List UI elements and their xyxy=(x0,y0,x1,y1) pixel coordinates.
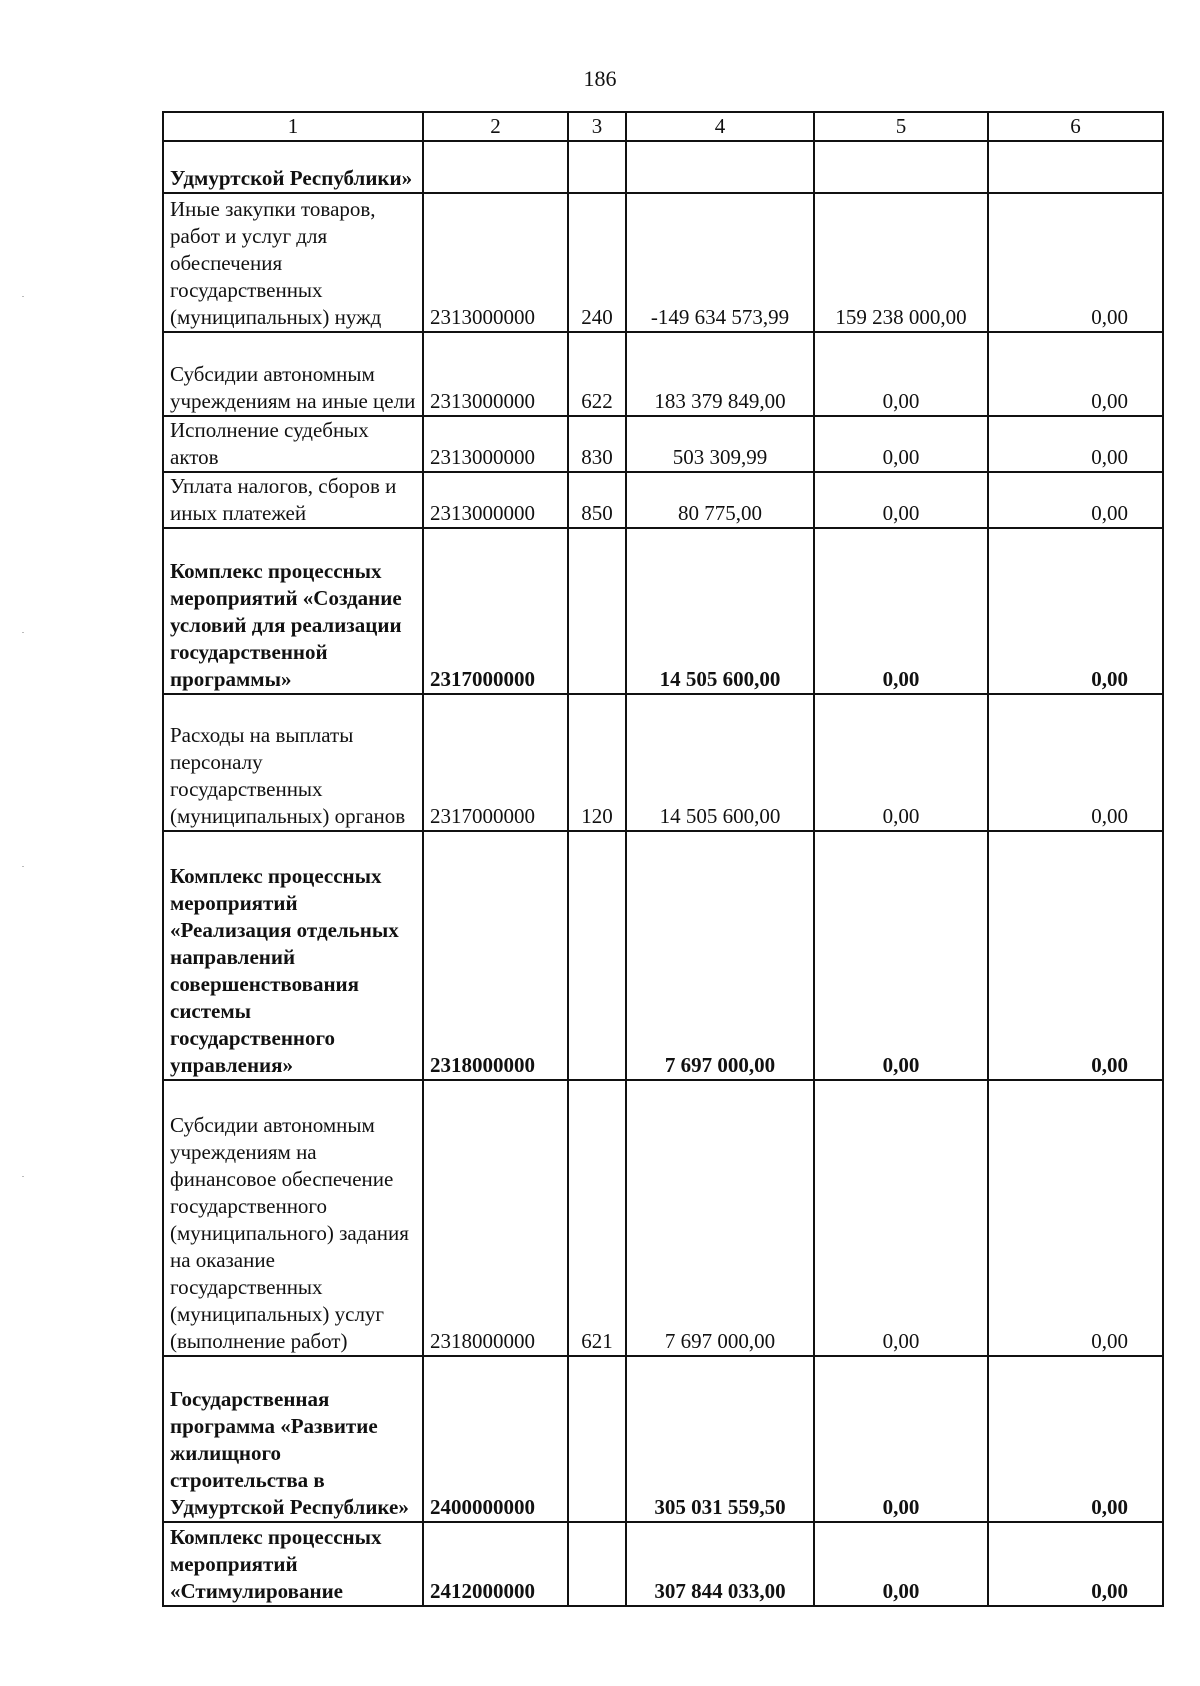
row-name-cell: Комплекс процессных мероприятий «Создание условий для реализации государственной программы» xyxy=(163,528,423,694)
row-amount-col5: 0,00 xyxy=(814,472,988,528)
row-name-cell: Субсидии автономным учреждениям на иные цели xyxy=(163,332,423,416)
row-amount-col4 xyxy=(626,141,814,193)
row-code-cell: 2318000000 xyxy=(423,1080,568,1356)
row-amount-col5 xyxy=(814,141,988,193)
row-amount-col6: 0,00 xyxy=(988,1356,1163,1522)
row-code-cell: 2412000000 xyxy=(423,1522,568,1606)
row-name-cell: Комплекс процессных мероприятий «Реализация отдельных направлений совершенствования системы государственного управления» xyxy=(163,831,423,1080)
row-amount-col4: 7 697 000,00 xyxy=(626,831,814,1080)
table-row xyxy=(163,528,1163,694)
row-amount-col5: 0,00 xyxy=(814,694,988,831)
row-code-cell xyxy=(423,141,568,193)
row-type-cell xyxy=(568,1522,626,1606)
row-code-cell: 2313000000 xyxy=(423,193,568,332)
table-row xyxy=(163,332,1163,416)
column-header-3: 3 xyxy=(568,112,626,141)
page-number: 186 xyxy=(583,66,617,91)
table-row xyxy=(163,1080,1163,1356)
row-amount-col6: 0,00 xyxy=(988,1080,1163,1356)
row-name-cell: Исполнение судебных актов xyxy=(163,416,423,472)
row-type-cell: 120 xyxy=(568,694,626,831)
row-code-cell: 2318000000 xyxy=(423,831,568,1080)
row-code-cell: 2400000000 xyxy=(423,1356,568,1522)
row-name-cell: Удмуртской Республики» xyxy=(163,141,423,193)
row-amount-col6: 0,00 xyxy=(988,694,1163,831)
row-type-cell: 240 xyxy=(568,193,626,332)
row-amount-col5: 0,00 xyxy=(814,1522,988,1606)
table-row xyxy=(163,472,1163,528)
table-header-row xyxy=(163,112,1163,141)
row-type-cell: 830 xyxy=(568,416,626,472)
row-type-cell xyxy=(568,528,626,694)
scan-artifact xyxy=(22,296,24,297)
column-header-6: 6 xyxy=(988,112,1163,141)
row-amount-col4: 14 505 600,00 xyxy=(626,528,814,694)
table-row xyxy=(163,1356,1163,1522)
row-name-cell: Расходы на выплаты персоналу государственных (муниципальных) органов xyxy=(163,694,423,831)
row-amount-col6: 0,00 xyxy=(988,193,1163,332)
row-amount-col4: -149 634 573,99 xyxy=(626,193,814,332)
row-type-cell: 622 xyxy=(568,332,626,416)
column-header-1: 1 xyxy=(163,112,423,141)
table-row xyxy=(163,1522,1163,1606)
column-header-5: 5 xyxy=(814,112,988,141)
table-row xyxy=(163,831,1163,1080)
row-amount-col6: 0,00 xyxy=(988,332,1163,416)
row-amount-col5: 0,00 xyxy=(814,528,988,694)
row-code-cell: 2317000000 xyxy=(423,528,568,694)
row-name-cell: Государственная программа «Развитие жилищного строительства в Удмуртской Республике» xyxy=(163,1356,423,1522)
row-code-cell: 2313000000 xyxy=(423,416,568,472)
row-code-cell: 2313000000 xyxy=(423,332,568,416)
row-amount-col5: 0,00 xyxy=(814,332,988,416)
row-amount-col5: 0,00 xyxy=(814,1080,988,1356)
row-amount-col5: 0,00 xyxy=(814,1356,988,1522)
row-amount-col6: 0,00 xyxy=(988,831,1163,1080)
budget-table xyxy=(162,111,1164,1607)
row-code-cell: 2313000000 xyxy=(423,472,568,528)
row-amount-col4: 7 697 000,00 xyxy=(626,1080,814,1356)
row-name-cell: Комплекс процессных мероприятий «Стимулирование xyxy=(163,1522,423,1606)
row-amount-col5: 0,00 xyxy=(814,416,988,472)
column-header-2: 2 xyxy=(423,112,568,141)
scan-artifact xyxy=(22,1176,24,1177)
row-amount-col4: 307 844 033,00 xyxy=(626,1522,814,1606)
row-amount-col5: 159 238 000,00 xyxy=(814,193,988,332)
row-amount-col6: 0,00 xyxy=(988,416,1163,472)
row-amount-col4: 503 309,99 xyxy=(626,416,814,472)
scan-artifact xyxy=(22,632,24,633)
row-amount-col4: 14 505 600,00 xyxy=(626,694,814,831)
table-row xyxy=(163,416,1163,472)
row-amount-col4: 183 379 849,00 xyxy=(626,332,814,416)
row-amount-col4: 80 775,00 xyxy=(626,472,814,528)
row-type-cell xyxy=(568,1356,626,1522)
table-row xyxy=(163,694,1163,831)
row-amount-col6: 0,00 xyxy=(988,1522,1163,1606)
row-type-cell: 621 xyxy=(568,1080,626,1356)
table-row xyxy=(163,193,1163,332)
row-code-cell: 2317000000 xyxy=(423,694,568,831)
row-name-cell: Иные закупки товаров, работ и услуг для обеспечения государственных (муниципальных) нужд xyxy=(163,193,423,332)
column-header-4: 4 xyxy=(626,112,814,141)
row-amount-col4: 305 031 559,50 xyxy=(626,1356,814,1522)
scan-artifact xyxy=(22,866,24,867)
row-amount-col6: 0,00 xyxy=(988,528,1163,694)
table-row xyxy=(163,141,1163,193)
row-type-cell xyxy=(568,141,626,193)
row-name-cell: Субсидии автономным учреждениям на финансовое обеспечение государственного (муниципального) задания на оказание государственных (муниципальных) услуг (выполнение работ) xyxy=(163,1080,423,1356)
row-type-cell: 850 xyxy=(568,472,626,528)
row-amount-col6: 0,00 xyxy=(988,472,1163,528)
row-amount-col5: 0,00 xyxy=(814,831,988,1080)
row-amount-col6 xyxy=(988,141,1163,193)
row-name-cell: Уплата налогов, сборов и иных платежей xyxy=(163,472,423,528)
row-type-cell xyxy=(568,831,626,1080)
